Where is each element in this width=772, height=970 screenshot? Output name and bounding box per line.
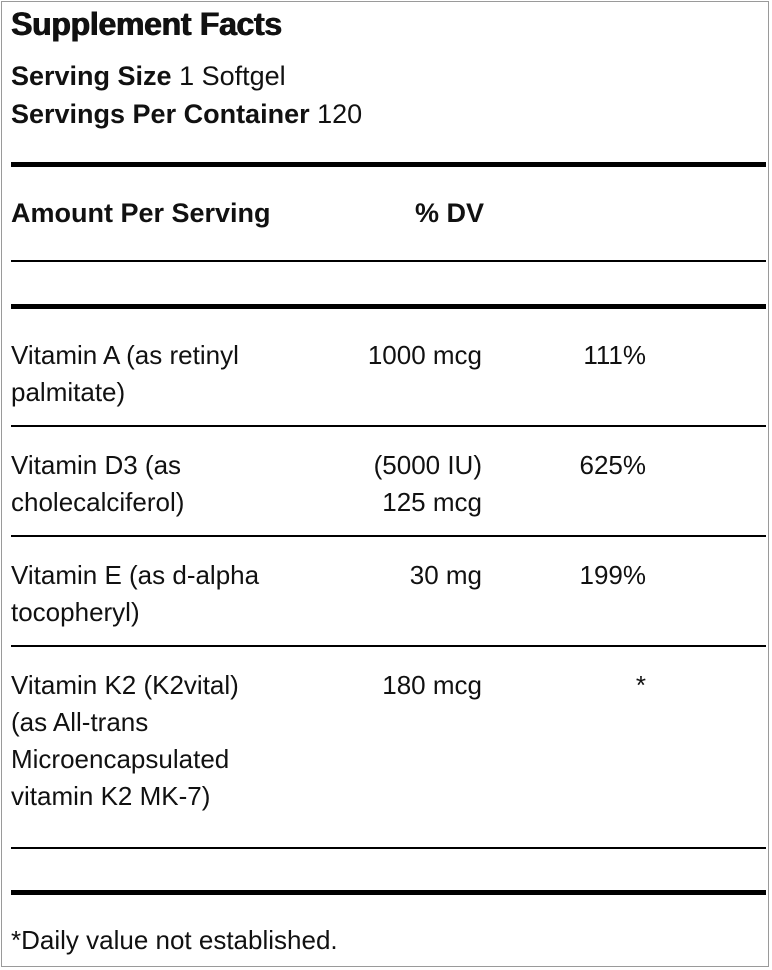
divider-thin bbox=[11, 847, 766, 849]
nutrient-name-line: Vitamin K2 (K2vital) bbox=[11, 670, 239, 700]
divider-thick bbox=[11, 304, 766, 309]
nutrient-name bbox=[11, 337, 311, 411]
nutrient-dv: * bbox=[635, 670, 646, 700]
nutrient-name bbox=[11, 557, 311, 631]
nutrient-name-line: vitamin K2 MK-7) bbox=[11, 781, 211, 811]
nutrient-amount-line: 180 mcg bbox=[382, 670, 482, 700]
divider-thin bbox=[11, 260, 766, 262]
panel-title: Supplement Facts bbox=[11, 6, 282, 42]
serving-size-label: Serving Size bbox=[11, 61, 172, 91]
divider-thin bbox=[11, 645, 766, 647]
nutrient-dv: 111% bbox=[583, 340, 646, 370]
nutrient-amount bbox=[302, 447, 482, 521]
servings-per-container-label: Servings Per Container bbox=[11, 99, 310, 129]
servings-per-container bbox=[11, 98, 362, 130]
nutrient-dv: 199% bbox=[579, 560, 646, 590]
amount-per-serving-header: Amount Per Serving bbox=[11, 198, 271, 228]
divider-thick bbox=[11, 162, 766, 167]
nutrient-name-line: Vitamin A (as retinyl bbox=[11, 340, 239, 370]
nutrient-dv: 625% bbox=[579, 450, 646, 480]
nutrient-name-line: tocopheryl) bbox=[11, 597, 140, 627]
nutrient-name-line: Vitamin D3 (as bbox=[11, 450, 182, 480]
divider-thick bbox=[11, 890, 766, 895]
nutrient-amount-line: (5000 IU) bbox=[373, 450, 482, 480]
nutrient-amount bbox=[302, 667, 482, 704]
dv-header: % DV bbox=[415, 198, 485, 228]
nutrient-amount-line: 1000 mcg bbox=[367, 340, 482, 370]
nutrient-amount bbox=[302, 557, 482, 594]
divider-thin bbox=[11, 535, 766, 537]
servings-per-container-value: 120 bbox=[317, 99, 363, 129]
nutrient-amount bbox=[302, 337, 482, 374]
serving-size-value: 1 Softgel bbox=[179, 61, 286, 91]
nutrient-name-line: Vitamin E (as d-alpha bbox=[11, 560, 260, 590]
nutrient-name bbox=[11, 447, 311, 521]
nutrient-name-line: cholecalciferol) bbox=[11, 487, 185, 517]
serving-size bbox=[11, 60, 286, 92]
nutrient-name-line: palmitate) bbox=[11, 377, 126, 407]
nutrient-amount-line: 30 mg bbox=[409, 560, 482, 590]
nutrient-name bbox=[11, 667, 311, 815]
footnote: *Daily value not established. bbox=[11, 925, 338, 955]
nutrient-name-line: Microencapsulated bbox=[11, 744, 230, 774]
divider-thin bbox=[11, 425, 766, 427]
supplement-facts-panel bbox=[1, 1, 769, 967]
nutrient-amount-line: 125 mcg bbox=[382, 487, 482, 517]
nutrient-name-line: (as All-trans bbox=[11, 707, 149, 737]
